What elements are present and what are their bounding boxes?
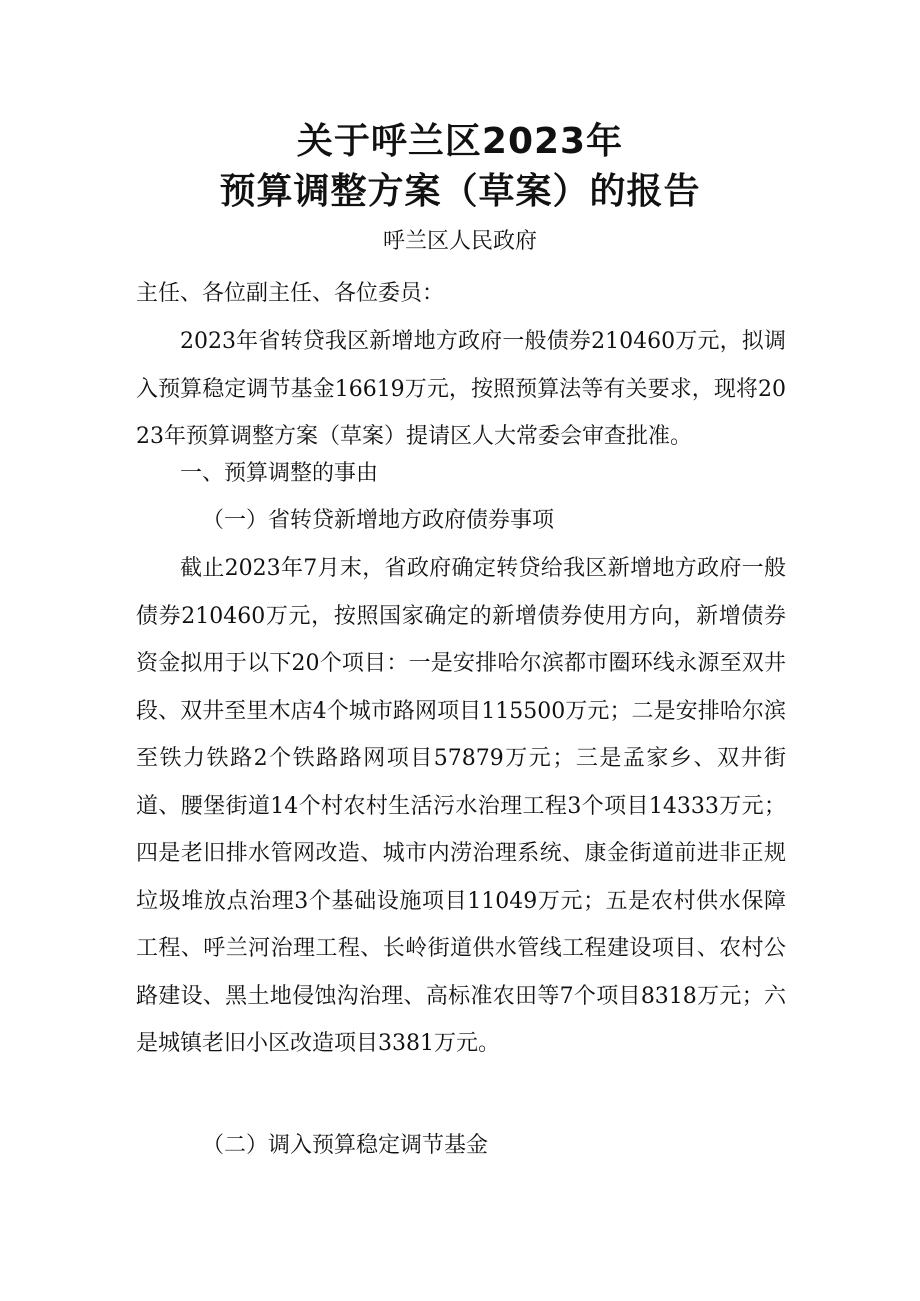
salutation: 主任、各位副主任、各位委员： (136, 281, 445, 306)
subsection1-heading: （一）省转贷新增地方政府债券事项 (202, 508, 555, 533)
document-title-line2: 预算调整方案（草案）的报告 (219, 171, 701, 212)
intro-paragraph: 2023年省转贷我区新增地方政府一般债券210460万元，拟调入预算稳定调节基金16619万元，按照预算法等有关要求，现将2023年预算调整方案（草案）提请区人大常委会审查批准。 (136, 329, 786, 449)
document-author: 呼兰区人民政府 (382, 229, 537, 254)
subsection2-heading: （二）调入预算稳定调节基金 (202, 1133, 489, 1158)
document-title-line1: 关于呼兰区2023年 (296, 121, 624, 162)
section1-heading: 一、预算调整的事由 (180, 461, 379, 486)
subsection1-body: 截止2023年7月末，省政府确定转贷给我区新增地方政府一般债券210460万元，按照国家确定的新增债券使用方向，新增债券资金拟用于以下20个项目：一是安排哈尔滨都市圈环线永源至双井段、双井至里木店4个城市路网项目115500万元；二是安排哈尔滨至铁力铁路2个铁路路网项目57879万元；三是孟家乡、双井街道、腰堡街道14个村农村生活污水治理工程3个项目14333万元；四是老旧排水管网改造、城市内涝治理系统、康金街道前进非正规垃圾堆放点治理3个基础设施项目11049万元；五是农村供水保障工程、呼兰河治理工程、长岭街道供水管线工程建设项目、农村公路建设、黑土地侵蚀沟治理、高标准农田等7个项目8318万元；六是城镇老旧小区改造项目3381万元。 (136, 556, 786, 1056)
